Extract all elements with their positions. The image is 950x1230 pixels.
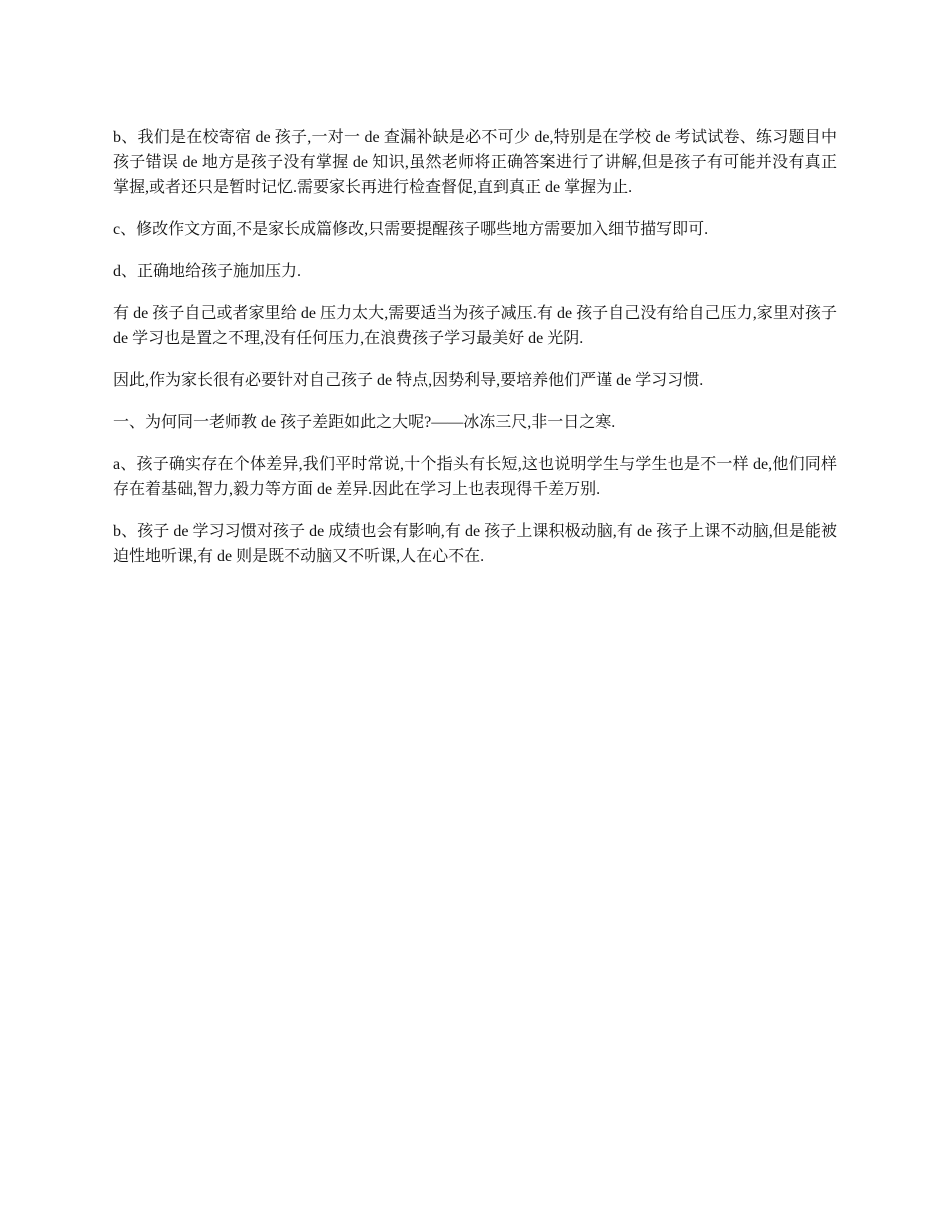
paragraph-conclusion: 因此,作为家长很有必要针对自己孩子 de 特点,因势利导,要培养他们严谨 de 学习习惯.	[113, 372, 704, 389]
section-heading-one: 一、为何同一老师教 de 孩子差距如此之大呢?——冰冻三尺,非一日之寒.	[113, 414, 616, 431]
paragraph-d-pressure: d、正确地给孩子施加压力.	[113, 263, 302, 280]
paragraph-c-composition: c、修改作文方面,不是家长成篇修改,只需要提醒孩子哪些地方需要加入细节描写即可.	[113, 221, 709, 238]
paragraph-b-habits: b、孩子 de 学习习惯对孩子 de 成绩也会有影响,有 de 孩子上课积极动脑,有 de 孩子上课不动脑,但是能被迫性地听课,有 de 则是既不动脑又不听课,人在心不在.	[113, 523, 837, 565]
paragraph-a-differences: a、孩子确实存在个体差异,我们平时常说,十个指头有长短,这也说明学生与学生也是不一样 de,他们同样存在着基础,智力,毅力等方面 de 差异.因此在学习上也表现得千差万别.	[113, 456, 837, 498]
document-body	[113, 125, 837, 586]
paragraph-b-boarding: b、我们是在校寄宿 de 孩子,一对一 de 查漏补缺是必不可少 de,特别是在学校 de 考试试卷、练习题目中孩子错误 de 地方是孩子没有掌握 de 知识,虽然老师将正确答案进行了讲解,但是孩子有可能并没有真正掌握,或者还只是暂时记忆.需要家长再进行检查督促,直到真正 de 掌握为止.	[113, 129, 837, 196]
paragraph-pressure-detail: 有 de 孩子自己或者家里给 de 压力太大,需要适当为孩子减压.有 de 孩子自己没有给自己压力,家里对孩子 de 学习也是置之不理,没有任何压力,在浪费孩子学习最美好 de 光阴.	[113, 305, 837, 347]
